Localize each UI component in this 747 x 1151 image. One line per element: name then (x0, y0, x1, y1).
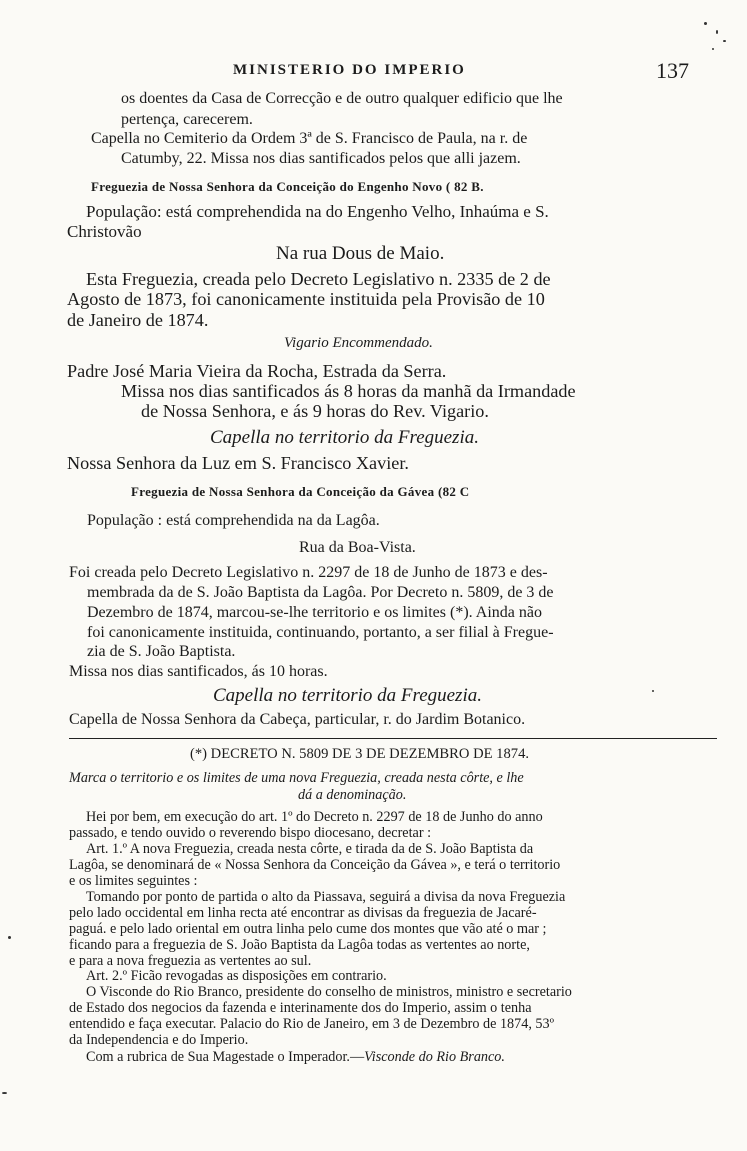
footnote-rubric: Com a rubrica de Sua Magestade o Imperador.— (86, 1049, 365, 1065)
subheading-vigario: Vigario Encommendado. (284, 335, 433, 351)
body-line: de Janeiro de 1874. (67, 310, 209, 330)
scan-speck (716, 30, 718, 34)
body-line: pertença, carecerem. (121, 111, 253, 128)
body-line: de Nossa Senhora, e ás 9 horas do Rev. Vigario. (141, 401, 489, 421)
scan-speck (2, 1092, 7, 1094)
subheading-capella: Capella no territorio da Freguezia. (213, 685, 482, 706)
footnote-line: e os limites seguintes : (69, 873, 198, 889)
scan-speck (704, 22, 707, 25)
footnote-line: dá a denominação. (298, 787, 407, 803)
footnote-line: pelo lado occidental em linha recta até encontrar as divisas da freguezia de Jacaré- (69, 905, 537, 921)
footnote-line: Lagôa, se denominará de « Nossa Senhora da Conceição da Gávea », e terá o territorio (69, 857, 561, 873)
section-heading-gavea: Freguezia de Nossa Senhora da Conceição da Gávea (82 C (131, 484, 470, 499)
footnote-line: Hei por bem, em execução do art. 1º do Decreto n. 2297 de 18 de Junho do anno (86, 809, 543, 825)
body-line: Christovão (67, 222, 142, 241)
body-line: membrada da de S. João Baptista da Lagôa. Por Decreto n. 5809, de 3 de (87, 584, 554, 601)
body-line: foi canonicamente instituida, continuando, portanto, a ser filial à Fregue- (87, 624, 554, 641)
body-line: Capella de Nossa Senhora da Cabeça, particular, r. do Jardim Botanico. (69, 711, 526, 728)
subheading-capella: Capella no territorio da Freguezia. (210, 427, 479, 448)
body-line: Nossa Senhora da Luz em S. Francisco Xavier. (67, 453, 409, 473)
footnote-line: e para a nova freguezia as vertentes ao sul. (69, 953, 312, 969)
footnote-separator (69, 738, 717, 739)
body-line: Padre José Maria Vieira da Rocha, Estrada da Serra. (67, 361, 447, 381)
footnote-line: O Visconde do Rio Branco, presidente do conselho de ministros, ministro e secretario (86, 984, 572, 1000)
body-line: Agosto de 1873, foi canonicamente instituida pela Provisão de 10 (67, 289, 545, 309)
footnote-line: Art. 2.º Ficão revogadas as disposições em contrario. (86, 968, 387, 984)
body-line: Capella no Cemiterio da Ordem 3ª de S. Francisco de Paula, na r. de (91, 130, 528, 147)
body-line: zia de S. João Baptista. (87, 643, 236, 660)
scan-speck (8, 936, 11, 939)
body-line: Catumby, 22. Missa nos dias santificados pelos que alli jazem. (121, 150, 521, 167)
body-line: Esta Freguezia, creada pelo Decreto Legislativo n. 2335 de 2 de (86, 269, 551, 289)
footnote-line: de Estado dos negocios da fazenda e interinamente dos do Imperio, assim o tenha (69, 1000, 532, 1016)
body-line: Dezembro de 1874, marcou-se-lhe territorio e os limites (*). Ainda não (87, 604, 542, 621)
section-heading-engenho-novo: Freguezia de Nossa Senhora da Conceição do Engenho Novo ( 82 B. (91, 179, 484, 194)
page-number: 137 (656, 58, 689, 83)
footnote-line: ficando para a freguezia de S. João Baptista da Lagôa todas as vertentes ao norte, (69, 937, 530, 953)
footnote-signature-line (86, 1050, 505, 1064)
body-line: Missa nos dias santificados ás 8 horas da manhã da Irmandade (121, 381, 576, 401)
body-line: os doentes da Casa de Correcção e de outro qualquer edificio que lhe (121, 90, 563, 107)
body-line: População : está comprehendida na da Lagôa. (87, 512, 380, 529)
footnote-line: paguá. e pelo lado oriental em outra linha pelo cume dos montes que vão até o mar ; (69, 921, 547, 937)
footnote-signature: Visconde do Rio Branco. (364, 1049, 505, 1065)
scan-speck (652, 690, 654, 692)
running-header-title: MINISTERIO DO IMPERIO (233, 62, 466, 78)
footnote-line: passado, e tendo ouvido o reverendo bispo diocesano, decretar : (69, 825, 432, 841)
street-heading: Rua da Boa-Vista. (299, 539, 416, 556)
street-heading: Na rua Dous de Maio. (276, 243, 445, 264)
footnote-line: Marca o territorio e os limites de uma nova Freguezia, creada nesta côrte, e lhe (69, 770, 524, 786)
scan-speck (712, 48, 714, 50)
footnote-line: entendido e faça executar. Palacio do Rio de Janeiro, em 3 de Dezembro de 1874, 53º (69, 1016, 555, 1032)
footnote-line: Art. 1.º A nova Freguezia, creada nesta côrte, e tirada da de S. João Baptista da (86, 841, 534, 857)
footnote-line: da Independencia e do Imperio. (69, 1032, 249, 1048)
footnote-title: (*) DECRETO N. 5809 DE 3 DE DEZEMBRO DE 1874. (190, 746, 530, 762)
footnote-line: Tomando por ponto de partida o alto da Piassava, seguirá a divisa da nova Freguezia (86, 889, 566, 905)
body-line: Missa nos dias santificados, ás 10 horas. (69, 663, 328, 680)
body-line: População: está comprehendida na do Engenho Velho, Inhaúma e S. (86, 202, 549, 221)
scan-speck (723, 40, 726, 42)
body-line: Foi creada pelo Decreto Legislativo n. 2297 de 18 de Junho de 1873 e des- (69, 564, 548, 581)
